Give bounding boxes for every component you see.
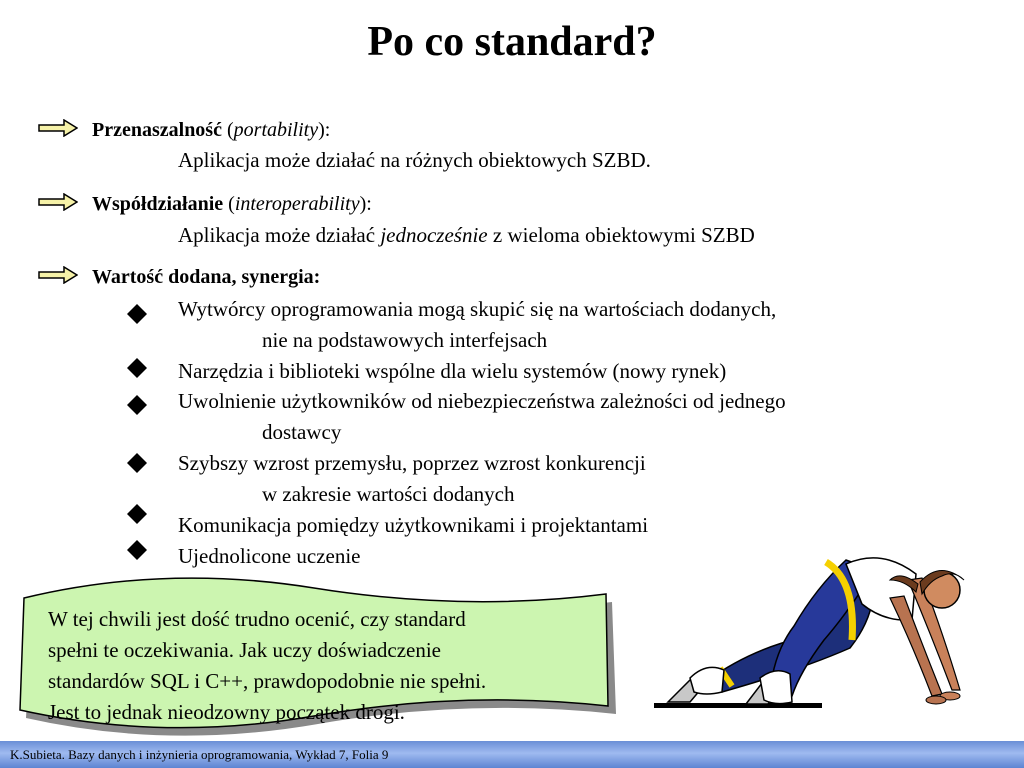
section-interoperability-body [178, 223, 755, 248]
diamond-bullet-icon [126, 452, 148, 474]
footer-bar [0, 741, 1024, 768]
section-label: Wartość dodana, synergia: [92, 266, 321, 288]
section-term: portability [233, 119, 319, 141]
section-portability-heading: Przenaszalność (portability): [92, 119, 331, 141]
section-term: interoperability [234, 193, 360, 215]
bullet-item: Narzędzia i biblioteki wspólne dla wielu systemów (nowy rynek) [178, 359, 727, 383]
diamond-bullet-icon [126, 539, 148, 561]
bullet-continuation: nie na podstawowych interfejsach [262, 328, 548, 352]
bullet-continuation: dostawcy [262, 420, 342, 444]
callout-line: Jest to jednak nieodzowny początek drogi. [48, 700, 405, 724]
bullet-item: Uwolnienie użytkowników od niebezpieczeństwa zależności od jednego [178, 389, 786, 413]
slide-title: Po co standard? [367, 19, 657, 65]
section-label: Współdziałanie [92, 193, 224, 215]
callout-line: standardów SQL i C++, prawdopodobnie nie spełni. [48, 669, 487, 693]
diamond-bullet-icon [126, 357, 148, 379]
callout-line: W tej chwili jest dość trudno ocenić, czy standard [48, 607, 466, 631]
body-post: z wieloma obiektowymi SZBD [487, 223, 755, 247]
bullet-continuation: w zakresie wartości dodanych [262, 482, 515, 506]
section-label: Przenaszalność [92, 119, 222, 141]
bullet-item: Ujednolicone uczenie [178, 544, 361, 568]
section-synergy-heading [92, 266, 320, 289]
bullet-item: Wytwórcy oprogramowania mogą skupić się na wartościach dodanych, [178, 297, 777, 321]
arrow-bullet-icon [38, 119, 78, 137]
body-pre: plikacja może działać [193, 223, 381, 247]
callout-text [48, 604, 608, 728]
callout-line: spełni te oczekiwania. Jak uczy doświadczenie [48, 638, 442, 662]
section-portability-body: Aplikacja może działać na różnych obiektowych SZBD. [178, 148, 651, 172]
arrow-bullet-icon [38, 193, 78, 211]
footer-text: K.Subieta. Bazy danych i inżynieria oprogramowania, Wykład 7, Folia 9 [10, 747, 389, 762]
arrow-bullet-icon [38, 266, 78, 284]
bullet-item: Szybszy wzrost przemysłu, poprzez wzrost konkurencji [178, 451, 646, 475]
diamond-bullet-icon [126, 503, 148, 525]
body-emphasis: jednocześnie [380, 223, 488, 247]
section-interoperability-heading: Współdziałanie (interoperability): [92, 193, 372, 215]
diamond-bullet-icon [126, 394, 148, 416]
sprinter-illustration [650, 540, 980, 720]
diamond-bullet-icon [126, 303, 148, 325]
bullet-item: Komunikacja pomiędzy użytkownikami i projektantami [178, 513, 649, 537]
body-first-letter: A [178, 223, 194, 247]
